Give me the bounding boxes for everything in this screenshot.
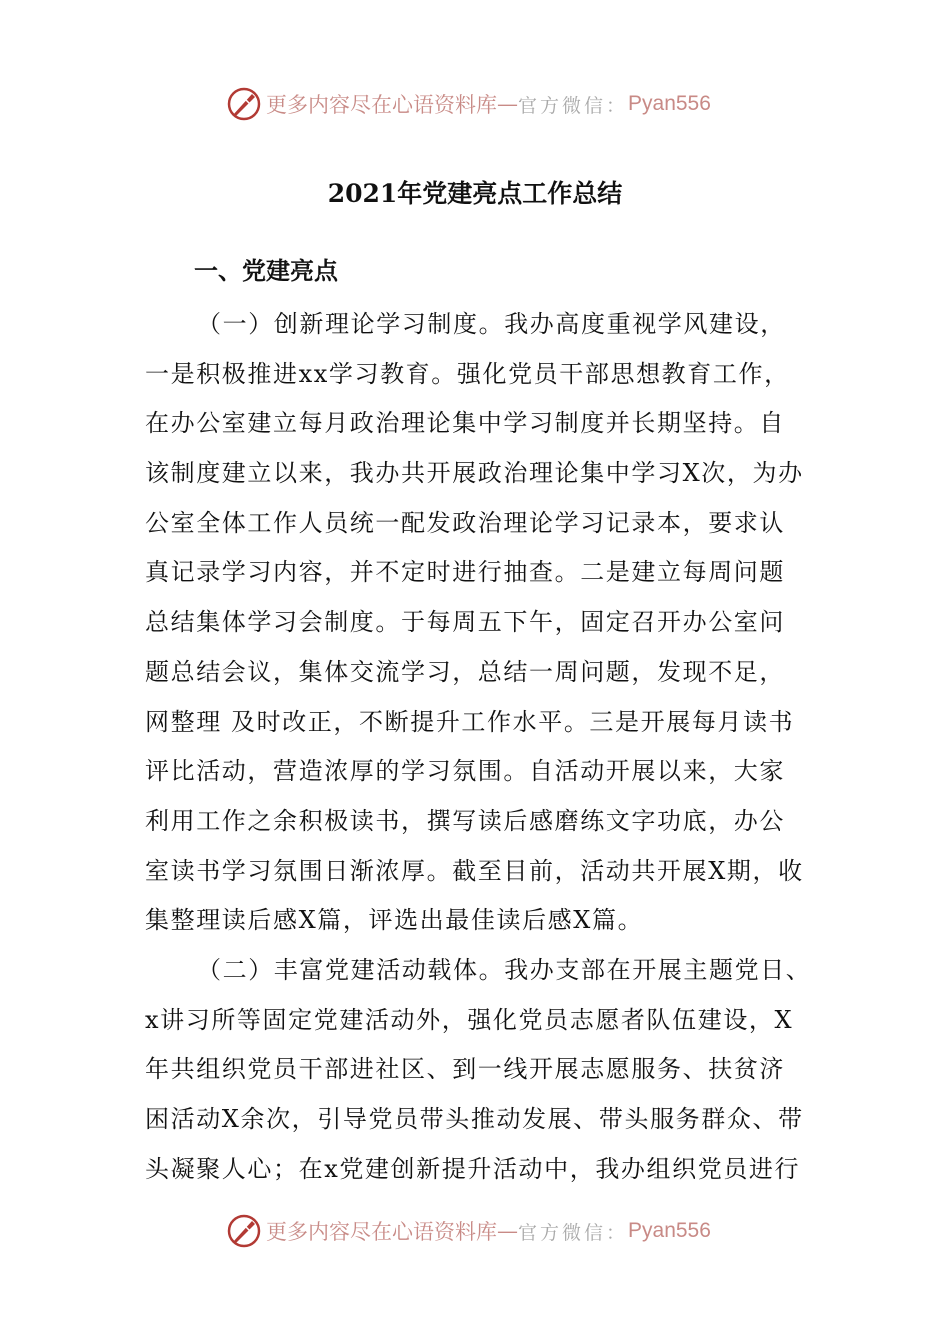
paragraph-line: 头凝聚人心；在x党建创新提升活动中，我办组织党员进行 [145,1154,801,1183]
paragraph-line: 该制度建立以来，我办共开展政治理论集中学习X次，为办 [145,459,804,488]
paragraph-line: 真记录学习内容，并不定时进行抽查。二是建立每周问题 [145,558,785,587]
paragraph-line: 题总结会议，集体交流学习，总结一周问题，发现不足， [145,657,785,686]
document-title: 2021年党建亮点工作总结 [327,179,623,208]
watermark-dash: — [497,1219,518,1243]
watermark-header [226,84,711,124]
paragraph-line: 公室全体工作人员统一配发政治理论学习记录本，要求认 [145,508,785,537]
paragraph-line: x讲习所等固定党建活动外，强化党员志愿者队伍建设，X [145,1005,794,1034]
paragraph-line: 室读书学习氛围日渐浓厚。截至目前，活动共开展X期，收 [145,856,804,885]
paragraph-line: 评比活动，营造浓厚的学习氛围。自活动开展以来，大家 [145,757,785,786]
paragraph-line: 一是积极推进xx学习教育。强化党员干部思想教育工作， [145,359,790,388]
paragraph-line: 集整理读后感X篇，评选出最佳读后感X篇。 [145,906,644,935]
paragraph-line: 困活动X余次，引导党员带头推动发展、带头服务群众、带 [145,1105,804,1133]
paragraph-line: （一）创新理论学习制度。我办高度重视学风建设， [197,310,786,338]
section-heading: 一、党建亮点 [194,257,338,285]
watermark-wechat-id: Pyan556 [628,1219,711,1242]
watermark-wechat-label: 官方微信： [518,1221,629,1244]
quill-logo-icon [226,1213,262,1249]
paragraph-line: 利用工作之余积极读书，撰写读后感磨练文字功底，办公 [145,806,785,835]
watermark-dash: — [497,92,518,116]
watermark-wechat-id: Pyan556 [628,92,711,115]
watermark-wechat-label: 官方微信： [518,94,629,117]
paragraph-line: 网整理 及时改正，不断提升工作水平。三是开展每月读书 [145,707,795,736]
watermark-site-text: 更多内容尽在心语资料库 [266,93,497,117]
watermark-footer [226,1211,711,1251]
watermark-site-text: 更多内容尽在心语资料库 [266,1220,497,1244]
body-text [145,300,815,1194]
paragraph-line: 年共组织党员干部进社区、到一线开展志愿服务、扶贫济 [145,1055,785,1084]
paragraph-line: 总结集体学习会制度。于每周五下午，固定召开办公室问 [145,608,785,637]
quill-logo-icon [226,86,262,122]
paragraph-line: （二）丰富党建活动载体。我办支部在开展主题党日、 [197,955,812,984]
paragraph-line: 在办公室建立每月政治理论集中学习制度并长期坚持。自 [145,409,785,438]
